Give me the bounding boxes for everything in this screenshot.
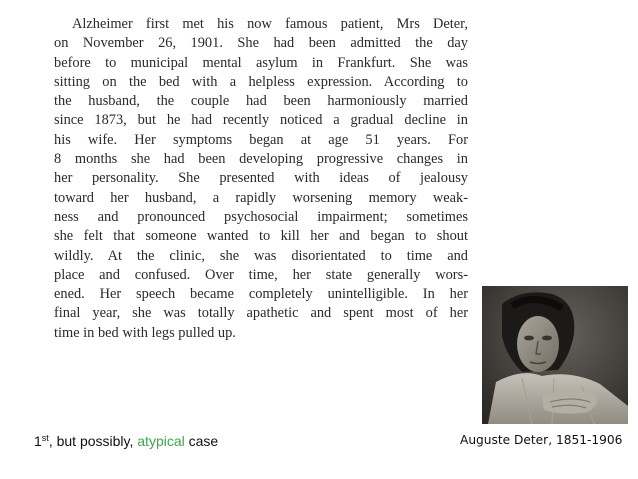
passage-line: wildly. At the clinic, she was disorientated to time and: [54, 247, 468, 264]
photo-caption: Auguste Deter, 1851-1906: [460, 433, 623, 447]
portrait-image: [482, 286, 628, 424]
passage-line: she felt that someone wanted to kill her and began to shout: [54, 228, 468, 245]
passage-line: on November 26, 1901. She had been admitted the day: [54, 35, 468, 52]
passage-line: before to municipal mental asylum in Frankfurt. She was: [54, 54, 468, 71]
passage-line: 8 months she had been developing progressive changes in: [54, 151, 468, 168]
passage-line: time in bed with legs pulled up.: [54, 324, 236, 341]
patient-photo: [482, 286, 628, 424]
passage-line: place and confused. Over time, her state generally wors-: [54, 266, 468, 283]
passage-line: ness and pronounced psychosocial impairment; sometimes: [54, 208, 468, 225]
caption-ordinal-suffix: st: [41, 433, 49, 443]
passage-line: ened. Her speech became completely unintelligible. In her: [54, 286, 468, 303]
caption-text-before: , but possibly,: [48, 433, 138, 449]
passage-line: her personality. She presented with ideas of jealousy: [54, 170, 468, 187]
passage-line: final year, she was totally apathetic and spent most of her: [54, 305, 468, 322]
caption-text-after: case: [184, 433, 219, 449]
slide-caption: [34, 433, 218, 449]
passage-line: Alzheimer first met his now famous patient, Mrs Deter,: [72, 16, 468, 32]
caption-highlight-word: atypical: [137, 433, 185, 449]
caption-ordinal-number: 1: [34, 433, 42, 449]
passage-line: toward her husband, a rapidly worsening memory weak-: [54, 189, 468, 206]
passage-line: since 1873, but he had recently noticed a gradual decline in: [54, 112, 468, 129]
passage-line: his wife. Her symptoms began at age 51 years. For: [54, 131, 468, 148]
passage-line: sitting on the bed with a helpless expression. According to: [54, 73, 468, 90]
passage-line: the husband, the couple had been harmoniously married: [54, 93, 468, 110]
passage-text: [54, 15, 468, 343]
